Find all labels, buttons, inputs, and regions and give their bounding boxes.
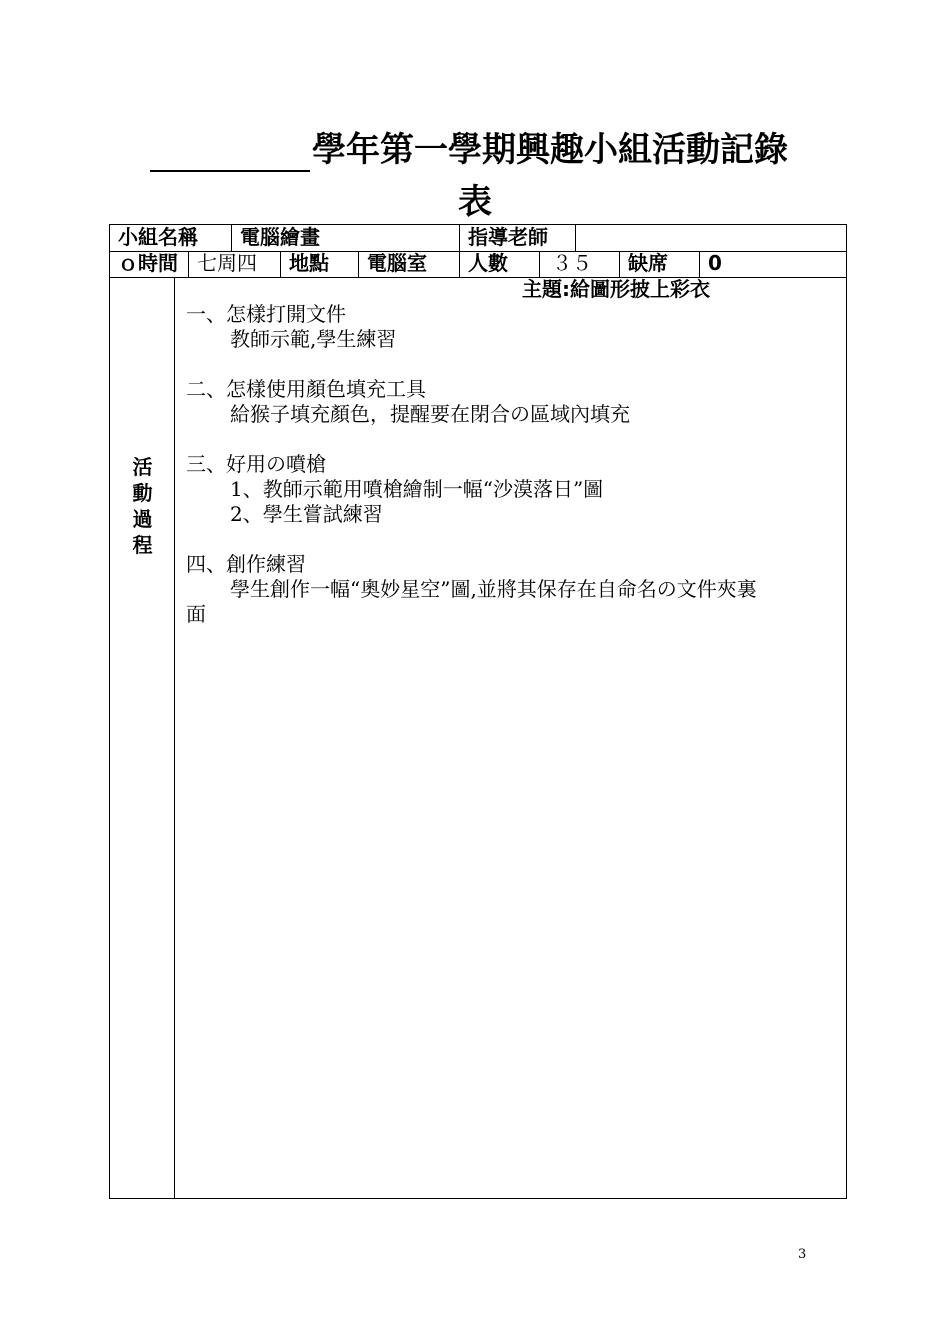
step-detail-wrap: 面	[186, 602, 206, 626]
activity-theme: 主題:給圖形披上彩衣	[522, 277, 710, 301]
table-row-group-info	[110, 225, 846, 252]
document-title-text: 學年第一學期興趣小組活動記錄	[312, 130, 788, 170]
label-char: 過	[132, 507, 153, 531]
label-char: 程	[132, 533, 153, 557]
step-detail: 給猴子填充顏色，提醒要在閉合の區域內填充	[230, 402, 630, 426]
step-heading: 三、好用の噴槍	[186, 452, 326, 476]
place-label: 地點	[281, 251, 359, 277]
time-value: 七周四	[189, 251, 281, 277]
teacher-label: 指導老師	[460, 225, 576, 251]
label-char: 動	[132, 481, 153, 505]
activity-process-label	[110, 454, 175, 558]
count-label: 人數	[460, 251, 540, 277]
activity-process-label-cell	[110, 277, 175, 1198]
document-title-continued: 表	[458, 182, 492, 222]
table-row-session-info	[110, 251, 846, 278]
step-heading: 四、創作練習	[186, 552, 306, 576]
activity-process-content	[186, 277, 846, 627]
step-detail: 2、學生嘗試練習	[230, 502, 383, 526]
step-detail: 1、教師示範用噴槍繪制一幅“沙漠落日”圖	[230, 477, 604, 501]
year-blank-field	[150, 134, 310, 172]
label-char: 活	[132, 455, 153, 479]
count-value: ３５	[540, 251, 620, 277]
step-heading: 二、怎樣使用顏色填充工具	[186, 377, 426, 401]
step-detail: 學生創作一幅“奧妙星空”圖,並將其保存在自命名の文件夾裏	[230, 577, 757, 601]
document-title	[150, 128, 810, 172]
absent-value: 0	[708, 251, 722, 275]
activity-record-table	[109, 224, 847, 1199]
time-label: ｏ時間	[110, 251, 189, 277]
group-name-label: 小組名稱	[110, 225, 232, 251]
teacher-value	[576, 225, 846, 251]
absent-label: 缺席	[620, 251, 700, 277]
group-name-value: 電腦繪畫	[232, 225, 460, 251]
step-heading: 一、怎樣打開文件	[186, 302, 346, 326]
step-detail: 教師示範,學生練習	[230, 327, 397, 351]
place-value: 電腦室	[359, 251, 460, 277]
page-number: 3	[798, 1247, 807, 1262]
